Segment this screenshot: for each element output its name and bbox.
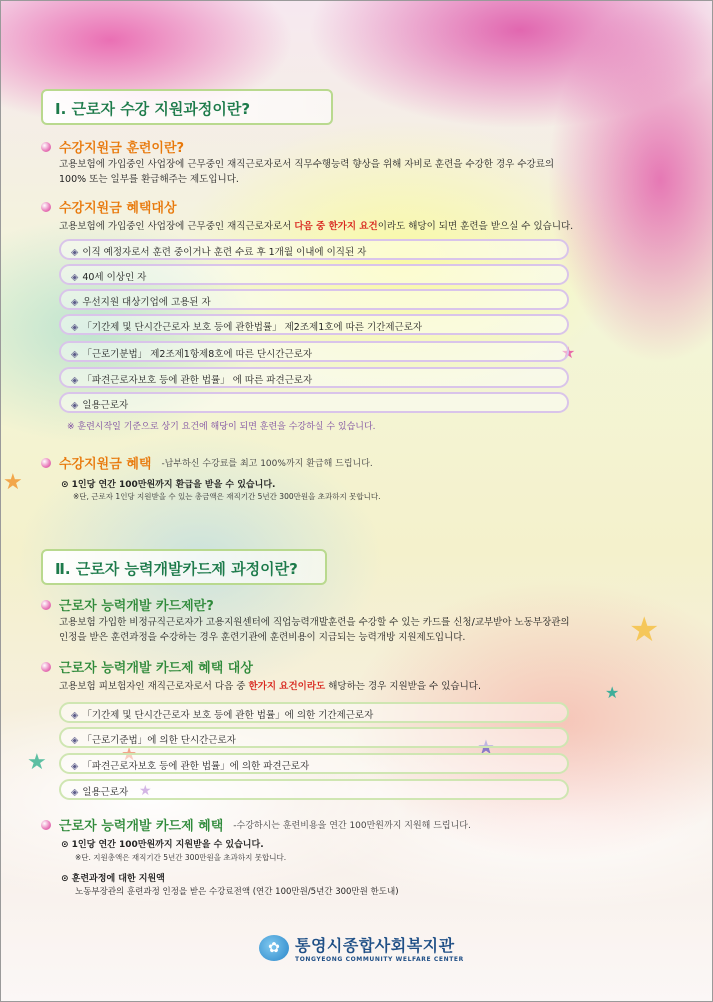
diamond-icon: ◈: [71, 247, 79, 258]
welfare-center-logo: [259, 933, 464, 963]
diamond-icon: ◈: [71, 735, 79, 746]
paragraph-line: 고용보험 가입한 비정규직근로자가 고용지원센터에 직업능력개발훈련을 수강할 수 있는 카드를 신청/교부받아 노동부장관의: [59, 617, 570, 628]
heading-subnote: -납부하신 수강료를 최고 100%까지 환급해 드립니다.: [161, 459, 373, 469]
diamond-icon: ◈: [71, 400, 79, 411]
paragraph-text: 고용보험 피보험자인 재직근로자로서 다음 중: [59, 681, 249, 692]
paragraph-text: 해당하는 경우 지원받을 수 있습니다.: [325, 681, 481, 692]
item-text: 40세 이상인 자: [82, 272, 147, 283]
star-decoration-purple: ★: [477, 735, 495, 759]
diamond-icon: ◈: [71, 761, 79, 772]
paragraph-line: 인정을 받은 훈련과정을 수강하는 경우 훈련기관에 훈련비용이 지급되는 능력개방 지원제도입니다.: [59, 632, 466, 643]
item-text: 「파견근로자보호 등에 관한 법률」에 의한 파견근로자: [82, 761, 310, 772]
section1-benefit: ⊙ 1인당 연간 100만원까지 환급을 받을 수 있습니다.: [61, 480, 276, 490]
section1-heading-training: [41, 137, 184, 156]
eligibility-item: [59, 289, 569, 310]
heading-subnote: -수강하시는 훈련비용을 연간 100만원까지 지원해 드립니다.: [233, 821, 471, 831]
paragraph-text: 고용보험에 가입중인 사업장에 근무중인 재직근로자로서: [59, 221, 295, 232]
bullet-icon: [41, 662, 51, 672]
section2-benefit-2-note: 노동부장관의 훈련과정 인정을 받은 수강료전액 (연간 100만원/5년간 300만원 한도내): [75, 887, 399, 897]
bullet-icon: [41, 202, 51, 212]
section2-paragraph-card: [59, 610, 679, 650]
heading-text: 수강지원금 혜택대상: [59, 201, 177, 216]
heading-text: 수강지원금 훈련이란?: [59, 141, 185, 156]
section2-benefit-2: ⊙ 훈련과정에 대한 지원액: [61, 874, 165, 884]
paragraph-text: 이라도 해당이 되면 훈련을 받으실 수 있습니다.: [377, 221, 574, 232]
section2-benefit-1-note: ※단. 지원총액은 재직기간 5년간 300만원을 초과하지 못합니다.: [75, 853, 287, 862]
item-text: 「근로기준법」에 의한 단시간근로자: [82, 735, 236, 746]
item-text: 「근로기분법」 제2조제1항제8호에 따른 단시간근로자: [82, 349, 313, 360]
eligibility-item: [59, 264, 569, 285]
bullet-icon: [41, 142, 51, 152]
section2-heading-eligibility: [41, 657, 253, 676]
diamond-icon: ◈: [71, 710, 79, 721]
paragraph-line: 100% 또는 일부를 환급해주는 제도입니다.: [59, 174, 239, 185]
bullet-icon: [41, 458, 51, 468]
eligibility-item: [59, 239, 569, 260]
eligibility-item: [59, 314, 569, 335]
item-text: 이직 예정자로서 훈련 중이거나 훈련 수료 후 1개월 이내에 이직된 자: [82, 247, 367, 258]
item-text: 우선지원 대상기업에 고용된 자: [82, 297, 211, 308]
diamond-icon: ◈: [71, 297, 79, 308]
eligibility-item: [59, 392, 569, 413]
paragraph-line: 고용보험에 가입중인 사업장에 근무중인 재직근로자로서 직무수행능력 향상을 위해 자비로 훈련을 수강한 경우 수강료의: [59, 159, 555, 170]
logo-name-korean: 통영시종합사회복지관: [295, 936, 455, 955]
star-decoration-yellow: ★: [629, 610, 660, 650]
card-eligibility-item: [59, 753, 569, 774]
star-decoration-peach: ★: [121, 744, 138, 765]
logo-emblem-icon: ✿: [259, 935, 289, 961]
heading-text: 수강지원금 혜택: [59, 457, 152, 472]
star-decoration-violet: ★: [139, 783, 152, 799]
star-decoration-orange: ★: [3, 470, 23, 495]
item-text: 일용근로자: [82, 400, 129, 411]
heading-text: 근로자 능력개발 카드제란?: [59, 599, 214, 614]
heading-text: 근로자 능력개발 카드제 혜택 대상: [59, 661, 253, 676]
section2-heading-card: [41, 595, 214, 614]
star-decoration-teal: ★: [605, 683, 620, 702]
bullet-icon: [41, 600, 51, 610]
section2-paragraph-eligibility: [59, 679, 659, 694]
card-eligibility-item: [59, 702, 569, 723]
item-text: 「기간제 및 단시간근로자 보호 등에 관한 법률」에 의한 기간제근로자: [82, 710, 374, 721]
item-text: 「기간제 및 단시간근로자 보호 등에 관한법률」 제2조제1호에 따른 기간제근로자: [82, 322, 423, 333]
emphasis-text: 다음 중 한가지 요건: [294, 221, 378, 232]
emphasis-text: 한가지 요건이라도: [248, 681, 326, 692]
section1-paragraph-eligibility: [59, 219, 699, 234]
logo-text: [295, 933, 464, 963]
star-decoration-pink: ★: [561, 343, 576, 362]
section1-heading-eligibility: [41, 197, 177, 216]
section2-benefit-1: ⊙ 1인당 연간 100만원까지 지원받을 수 있습니다.: [61, 840, 264, 850]
item-text: 일용근로자: [82, 787, 129, 798]
item-text: 「파견근로자보호 등에 관한 법률」 에 따른 파견근로자: [82, 375, 313, 386]
section1-benefit-note: ※단, 근로자 1인당 지원받을 수 있는 총금액은 재직기간 5년간 300만원을 초과하지 못합니다.: [73, 492, 381, 501]
section2-title: Ⅱ. 근로자 능력개발카드제 과정이란?: [41, 549, 327, 585]
diamond-icon: ◈: [71, 322, 79, 333]
section2-heading-benefit: [41, 815, 471, 834]
section1-title: Ⅰ. 근로자 수강 지원과정이란?: [41, 89, 333, 125]
section1-note: ※ 훈련시작일 기준으로 상기 요건에 해당이 되면 훈련을 수강하실 수 있습니다.: [67, 422, 376, 432]
card-eligibility-item: [59, 779, 569, 800]
logo-name-english: TONGYEONG COMMUNITY WELFARE CENTER: [295, 956, 464, 963]
diamond-icon: ◈: [71, 787, 79, 798]
star-decoration-green: ★: [27, 750, 47, 775]
section1-heading-benefit: [41, 453, 373, 472]
bullet-icon: [41, 820, 51, 830]
eligibility-item: [59, 341, 569, 362]
heading-text: 근로자 능력개발 카드제 혜택: [59, 819, 224, 834]
section1-paragraph-training: [59, 157, 659, 187]
diamond-icon: ◈: [71, 272, 79, 283]
diamond-icon: ◈: [71, 375, 79, 386]
eligibility-item: [59, 367, 569, 388]
diamond-icon: ◈: [71, 349, 79, 360]
card-eligibility-item: [59, 727, 569, 748]
